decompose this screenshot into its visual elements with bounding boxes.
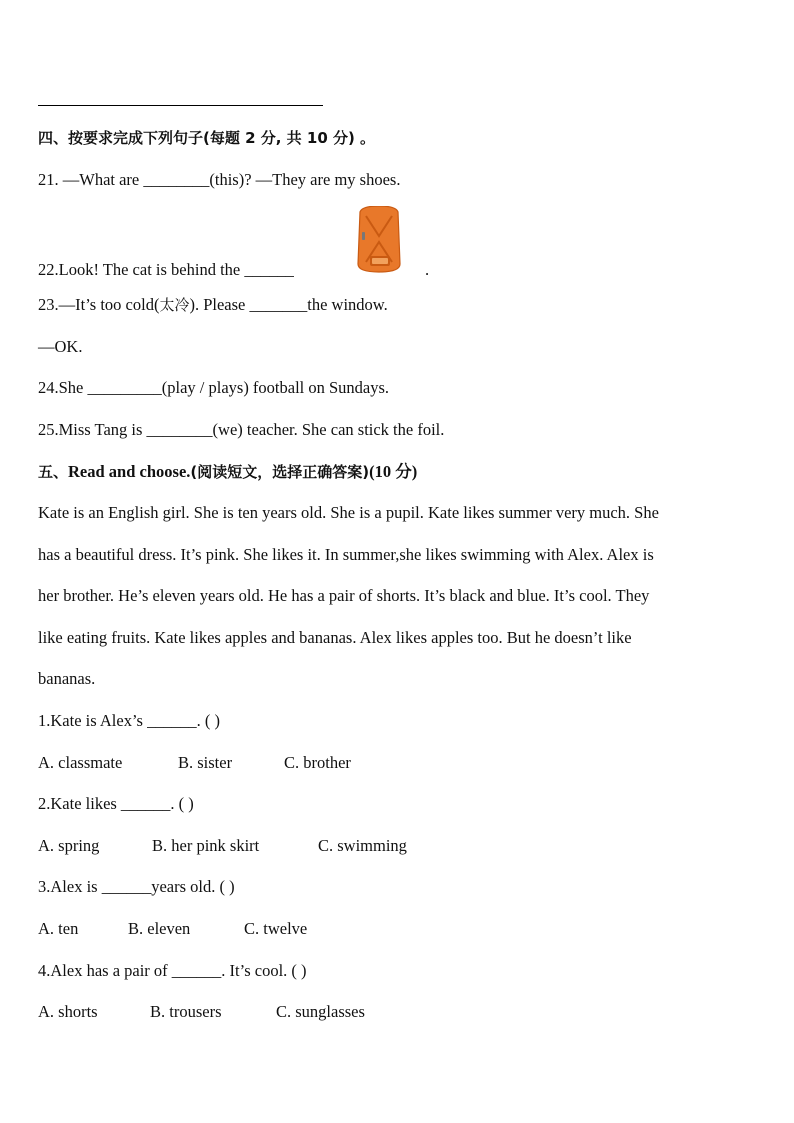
question-24: 24.She _________(play / plays) football on Sundays. (38, 378, 390, 397)
option-b: B. trousers (150, 1002, 222, 1021)
passage-line: Kate is an English girl. She is ten years old. She is a pupil. Kate likes summer very much. She (38, 503, 659, 522)
option-a: A. classmate (38, 753, 123, 772)
door-icon (356, 206, 402, 274)
passage-line: bananas. (38, 669, 96, 688)
option-a: A. spring (38, 836, 100, 855)
option-b: B. her pink skirt (152, 836, 260, 855)
option-c: C. swimming (318, 836, 407, 855)
question-4: 4.Alex has a pair of ______. It’s cool. ( ) (38, 961, 307, 980)
question-22 (38, 260, 430, 280)
option-c: C. brother (284, 753, 351, 772)
question-1-options (38, 753, 351, 773)
question-22-end: . (425, 260, 430, 279)
question-3: 3.Alex is ______years old. ( ) (38, 877, 235, 896)
top-rule (38, 105, 323, 106)
question-21: 21. —What are ________(this)? —They are my shoes. (38, 170, 401, 189)
question-2: 2.Kate likes ______. ( ) (38, 794, 194, 813)
option-b: B. sister (178, 753, 233, 772)
passage-line: like eating fruits. Kate likes apples and bananas. Alex likes apples too. But he doesn’t like (38, 628, 632, 647)
question-3-options (38, 919, 307, 939)
option-a: A. shorts (38, 1002, 98, 1021)
question-1: 1.Kate is Alex’s ______. ( ) (38, 711, 220, 730)
question-25: 25.Miss Tang is ________(we) teacher. She can stick the foil. (38, 420, 445, 439)
option-c: C. sunglasses (276, 1002, 365, 1021)
question-23-reply: —OK. (38, 337, 83, 356)
question-23: 23.—It’s too cold(太冷). Please _______the window. (38, 295, 388, 314)
section4-title: 四、按要求完成下列句子(每题 2 分, 共 10 分) 。 (38, 129, 376, 147)
question-4-options (38, 1002, 365, 1022)
passage-line: has a beautiful dress. It’s pink. She likes it. In summer,she likes swimming with Alex. Alex is (38, 545, 654, 564)
passage-line: her brother. He’s eleven years old. He has a pair of shorts. It’s black and blue. It’s cool. They (38, 586, 650, 605)
option-c: C. twelve (244, 919, 308, 938)
question-22-text: 22.Look! The cat is behind the ______ (38, 260, 294, 279)
option-b: B. eleven (128, 919, 191, 938)
option-a: A. ten (38, 919, 79, 938)
section5-title: 五、Read and choose.(阅读短文，选择正确答案)(10 分) (38, 462, 418, 481)
question-2-options (38, 836, 407, 856)
